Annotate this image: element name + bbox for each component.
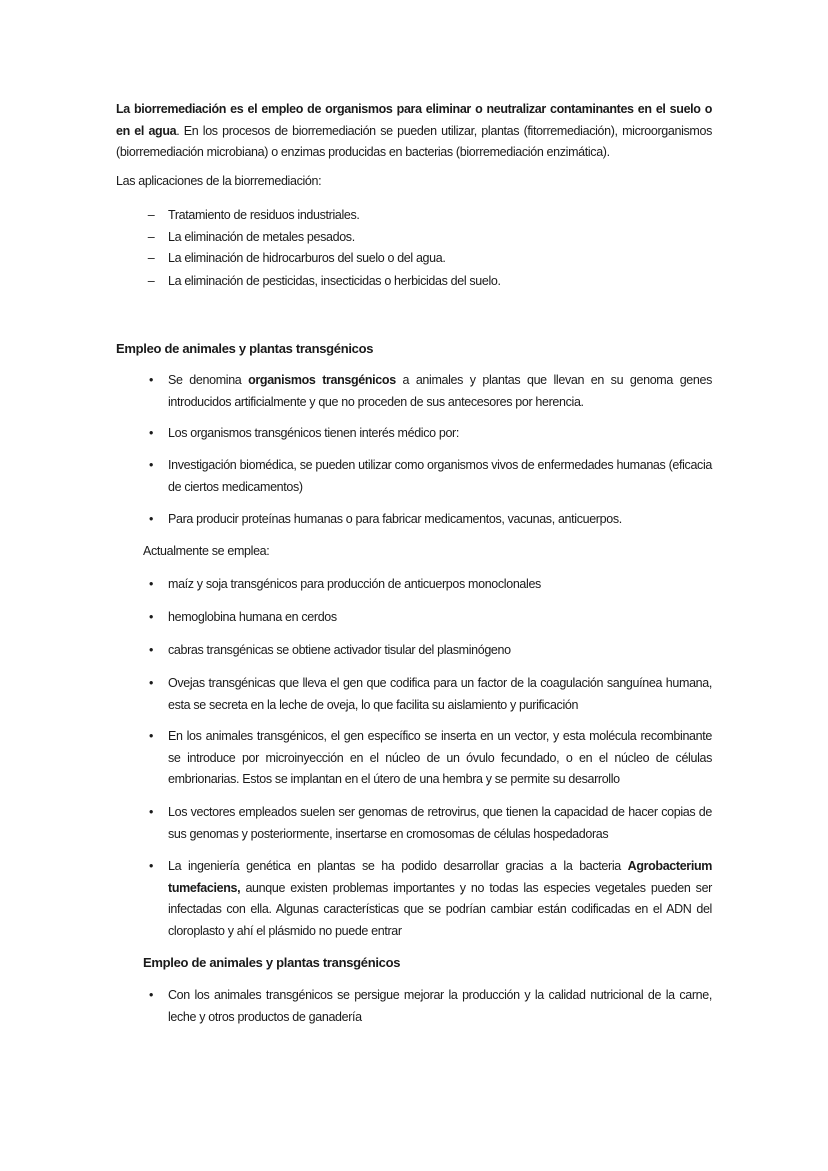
list-item-text: Tratamiento de residuos industriales.: [168, 208, 360, 222]
bullet-item: [148, 673, 712, 716]
applications-label: Las aplicaciones de la biorremediación:: [116, 174, 322, 188]
list-item: [147, 271, 712, 293]
currently-label: Actualmente se emplea:: [143, 544, 270, 558]
bullet-icon: •: [148, 610, 154, 624]
bullet-text: maíz y soja transgénicos para producción de anticuerpos monoclonales: [168, 577, 541, 591]
heading-text: Empleo de animales y plantas transgénicos: [143, 955, 401, 970]
bullet-icon: •: [148, 805, 154, 819]
bullet-icon: •: [148, 729, 154, 743]
bullet-text: Los vectores empleados suelen ser genomas de retrovirus, que tienen la capacidad de hacer copias de sus genomas y posteriormente, insertarse en cromosomas de células hospedadoras: [168, 805, 712, 841]
bullet-bold-text: organismos transgénicos: [248, 373, 396, 387]
bullet-item: [148, 574, 712, 596]
list-item: [147, 227, 712, 249]
dash-icon: –: [147, 251, 155, 265]
bullet-icon: •: [148, 676, 154, 690]
bullet-text: Para producir proteínas humanas o para fabricar medicamentos, vacunas, anticuerpos.: [168, 512, 622, 526]
intro-paragraph: [116, 99, 712, 164]
bullet-text: Con los animales transgénicos se persigue mejorar la producción y la calidad nutricional de la carne, leche y otros productos de ganadería: [168, 988, 712, 1024]
intro-bold: La biorremediación es el empleo de organismos para eliminar o neutralizar contaminantes en el suelo o en el agua: [116, 102, 712, 138]
bullet-icon: •: [148, 512, 154, 526]
bullet-item: [148, 726, 712, 791]
list-item-text: La eliminación de hidrocarburos del suelo o del agua.: [168, 251, 446, 265]
bullet-item: [148, 856, 712, 942]
bullet-item: [148, 607, 712, 629]
section-heading: [143, 952, 712, 974]
bullet-icon: •: [148, 577, 154, 591]
list-item-text: La eliminación de metales pesados.: [168, 230, 355, 244]
bullet-text: Los organismos transgénicos tienen interés médico por:: [168, 426, 459, 440]
bullet-item: [148, 423, 712, 445]
bullet-bold-text: Agrobacterium tumefaciens,: [168, 859, 712, 895]
bullet-text: Ovejas transgénicas que lleva el gen que codifica para un factor de la coagulación sanguínea humana, esta se secreta en la leche de oveja, lo que facilita su aislamiento y purificación: [168, 676, 712, 712]
dash-icon: –: [147, 274, 155, 288]
bullet-icon: •: [148, 458, 154, 472]
bullet-item: [148, 640, 712, 662]
bullet-item: [148, 455, 712, 498]
bullet-text: cabras transgénicas se obtiene activador tisular del plasminógeno: [168, 643, 511, 657]
bullet-icon: •: [148, 643, 154, 657]
list-item: [147, 205, 712, 227]
bullet-text: hemoglobina humana en cerdos: [168, 610, 337, 624]
bullet-item: [148, 802, 712, 845]
heading-text: Empleo de animales y plantas transgénicos: [116, 341, 374, 356]
bullet-item: [148, 985, 712, 1028]
list-item: [147, 248, 712, 270]
bullet-icon: •: [148, 426, 154, 440]
bullet-icon: •: [148, 988, 154, 1002]
section-heading: [116, 338, 712, 360]
bullet-icon: •: [148, 859, 154, 873]
bullet-item: [148, 509, 712, 531]
list-item-text: La eliminación de pesticidas, insecticidas o herbicidas del suelo.: [168, 274, 501, 288]
dash-icon: –: [147, 230, 155, 244]
bullet-text: aunque existen problemas importantes y no todas las especies vegetales pueden ser infectadas con ella. Algunas características que se podrían cambiar están codificadas en el ADN del cloroplasto y ahí el plásmido no puede entrar: [168, 880, 712, 938]
bullet-text: Investigación biomédica, se pueden utilizar como organismos vivos de enfermedades humanas (eficacia de ciertos medicamentos): [168, 458, 712, 494]
dash-icon: –: [147, 208, 155, 222]
bullet-text: a animales y plantas que llevan en su genoma genes introducidos artificialmente y que no proceden de sus antecesores por herencia.: [168, 373, 712, 409]
bullet-text: La ingeniería genética en plantas se ha podido desarrollar gracias a la bacteria: [168, 859, 628, 873]
intro-text: . En los procesos de biorremediación se pueden utilizar, plantas (fitorremediación), microorganismos (biorremediación microbiana) o enzimas producidas en bacterias (biorremediación enzimática).: [116, 123, 712, 159]
bullet-text: Se denomina: [168, 373, 249, 387]
bullet-icon: •: [148, 373, 154, 387]
bullet-item: [148, 370, 712, 413]
bullet-text: En los animales transgénicos, el gen específico se inserta en un vector, y esta molécula recombinante se introduce por microinyección en el núcleo de un óvulo fecundado, o en el núcleo de células embrionarias. Estos se implantan en el útero de una hembra y se permite su desarrollo: [168, 729, 712, 786]
